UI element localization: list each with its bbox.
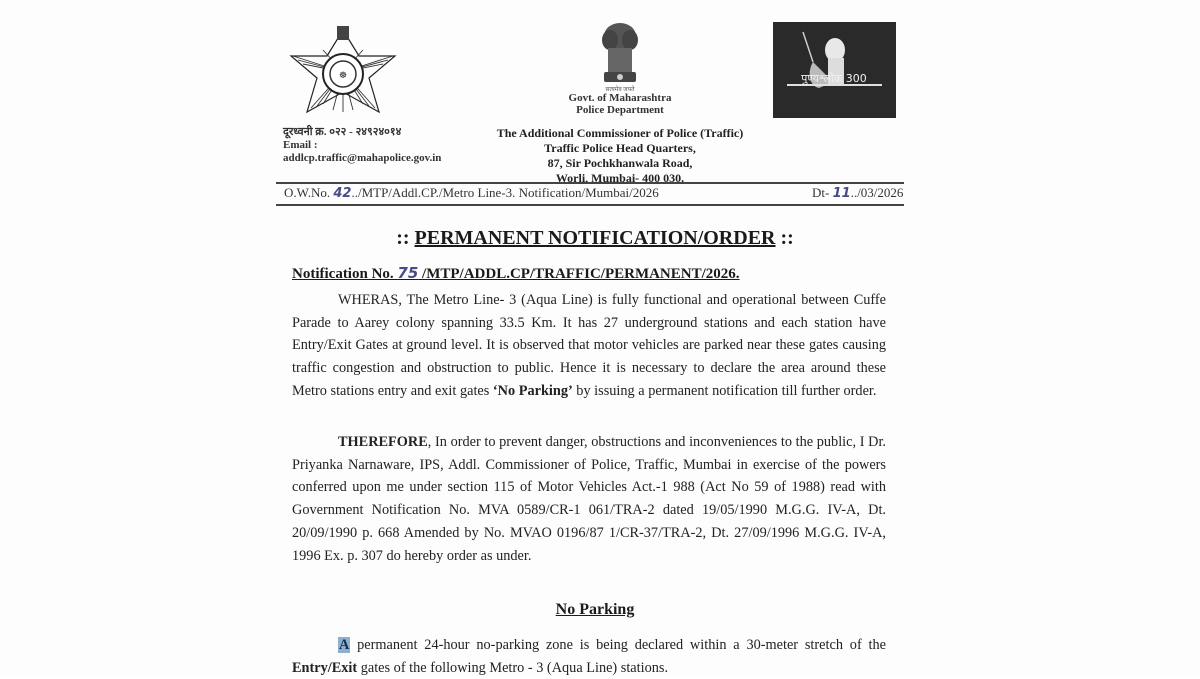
therefore-text: , In order to prevent danger, obstructions and inconveniences to the public, I Dr. Priyanka Narnaware, IPS, Addl. Commissioner of Police, Traffic, Mumbai in exercise of the powers conferred upon me under section 115 of Motor Vehicles Act.-1 988 (Act No 59 of 1988) read with Government Notification No. MVA 0589/CR-1 061/TRA-2 dated 19/05/1990 M.G.G. IV-A, Dt. 20/09/1990 p. 668 Amended by No. MVAO 0196/87 1/CR-37/TRA-2, Dt. 27/09/1996 M.G.G. IV-A, 1996 Ex. p. 307 do hereby order as under.	[292, 434, 886, 564]
therefore-paragraph	[292, 431, 886, 567]
document-title	[290, 227, 900, 250]
office-title: The Additional Commissioner of Police (Traffic)	[496, 126, 744, 140]
therefore-keyword: THEREFORE	[338, 434, 428, 450]
outward-handwritten-number: 42	[333, 186, 352, 201]
text-selection-highlight[interactable]: A	[339, 637, 350, 653]
date-handwritten-day: 11	[832, 186, 851, 201]
govt-line: Govt. of Maharashtra	[568, 92, 672, 104]
government-heading	[520, 92, 720, 116]
contact-block	[283, 126, 483, 165]
email-label: Email :	[283, 139, 318, 151]
email-address: addlcp.traffic@mahapolice.gov.in	[283, 152, 442, 164]
whereas-text-end: by issuing a permanent notification till further order.	[572, 382, 877, 399]
title-prefix: ::	[396, 227, 415, 249]
whereas-text: WHERAS, The Metro Line- 3 (Aqua Line) is fully functional and operational between Cuffe Parade to Aarey colony spanning 33.5 Km. It has 27 underground stations and each station have Entry/Exit Gates at ground level. It is observed that motor vehicles are parked near these gates causing traffic congestion and obstruction to public. Hence it is necessary to declare the area around these Metro stations entry and exit gates	[292, 292, 886, 399]
notification-handwritten-number: 75	[397, 264, 419, 282]
no-parking-paragraph	[292, 634, 886, 679]
no-parking-text: permanent 24-hour no-parking zone is being declared within a 30-meter stretch of the	[350, 637, 886, 653]
date-prefix: Dt-	[812, 185, 833, 200]
no-parking-emphasis: ‘No Parking’	[492, 382, 573, 399]
outward-prefix: O.W.No.	[284, 185, 334, 200]
ahilyabai-300-logo	[773, 22, 896, 118]
no-parking-text-end: gates of the following Metro - 3 (Aqua Line) stations.	[357, 659, 669, 676]
ashoka-emblem-icon	[592, 18, 648, 88]
date-suffix: ../03/2026	[850, 185, 904, 200]
department-line: Police Department	[576, 104, 664, 116]
office-address	[470, 126, 770, 186]
office-hq: Traffic Police Head Quarters,	[544, 141, 696, 155]
whereas-paragraph	[292, 289, 886, 403]
outward-number	[284, 185, 659, 201]
phone-number: दूरध्वनी क्र. ०२२ - २४९२४०१४	[283, 126, 402, 138]
notification-suffix: /MTP/ADDL.CP/TRAFFIC/PERMANENT/2026.	[418, 266, 740, 282]
svg-text:☸: ☸	[338, 71, 348, 81]
entry-exit-emphasis: Entry/Exit	[292, 659, 358, 676]
outward-date	[812, 185, 903, 201]
section-heading-no-parking: No Parking	[555, 601, 635, 618]
title-suffix: ::	[775, 227, 794, 249]
outward-suffix: ../MTP/Addl.CP./Metro Line-3. Notification/Mumbai/2026	[351, 185, 659, 200]
office-road: 87, Sir Pochkhanwala Road,	[547, 156, 693, 170]
maharashtra-police-emblem-icon	[283, 22, 403, 118]
office-city: Worli, Mumbai- 400 030.	[555, 171, 685, 185]
notification-number	[292, 264, 740, 283]
notification-prefix: Notification No.	[292, 266, 398, 282]
equestrian-figure-icon	[773, 22, 896, 118]
emblem-motto: सत्यमेव जयते	[605, 87, 635, 93]
logo-caption: पुण्यश्लोक 300	[801, 72, 867, 85]
title-text: PERMANENT NOTIFICATION/ORDER	[414, 227, 776, 249]
